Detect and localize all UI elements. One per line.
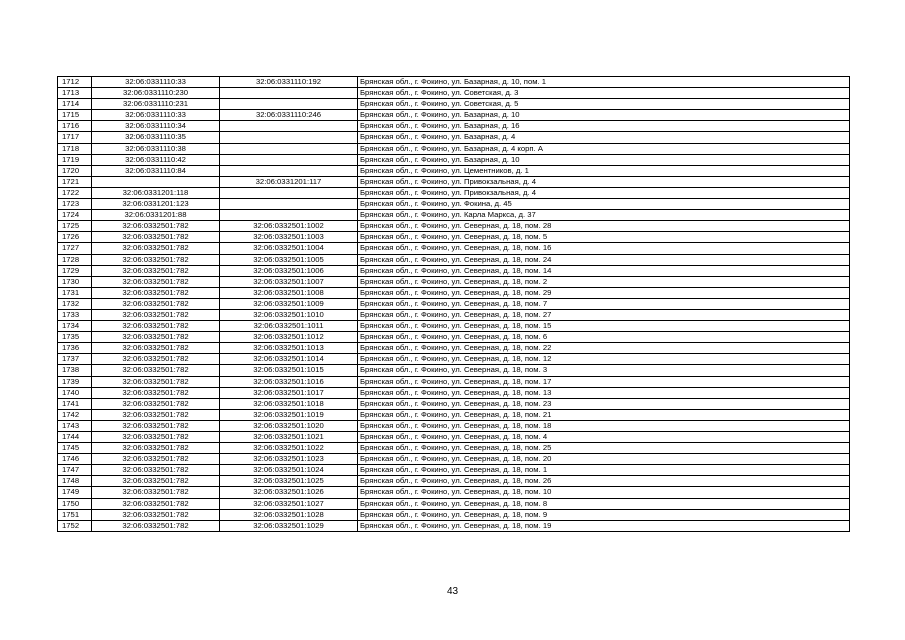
parcel-number-cell: 32:06:0332501:782	[92, 387, 220, 398]
table-row	[58, 187, 850, 198]
address-cell: Брянская обл., г. Фокино, ул. Северная, д. 18, пом. 5	[358, 232, 850, 243]
table-row	[58, 132, 850, 143]
address-cell: Брянская обл., г. Фокино, ул. Базарная, д. 16	[358, 121, 850, 132]
address-cell: Брянская обл., г. Фокино, ул. Северная, д. 18, пом. 14	[358, 265, 850, 276]
table-row	[58, 243, 850, 254]
object-number-cell: 32:06:0332501:1020	[220, 420, 358, 431]
table-row	[58, 265, 850, 276]
row-number-cell: 1738	[58, 365, 92, 376]
row-number-cell: 1743	[58, 420, 92, 431]
row-number-cell: 1751	[58, 509, 92, 520]
address-cell: Брянская обл., г. Фокино, ул. Северная, д. 18, пом. 20	[358, 454, 850, 465]
table-row	[58, 176, 850, 187]
table-row	[58, 276, 850, 287]
address-cell: Брянская обл., г. Фокино, ул. Базарная, д. 10	[358, 110, 850, 121]
row-number-cell: 1734	[58, 321, 92, 332]
table-row	[58, 509, 850, 520]
row-number-cell: 1737	[58, 354, 92, 365]
parcel-number-cell: 32:06:0332501:782	[92, 520, 220, 531]
object-number-cell: 32:06:0332501:1019	[220, 409, 358, 420]
row-number-cell: 1728	[58, 254, 92, 265]
parcel-number-cell: 32:06:0332501:782	[92, 298, 220, 309]
row-number-cell: 1716	[58, 121, 92, 132]
object-number-cell: 32:06:0332501:1013	[220, 343, 358, 354]
parcel-number-cell: 32:06:0331110:231	[92, 99, 220, 110]
parcel-number-cell: 32:06:0332501:782	[92, 454, 220, 465]
address-cell: Брянская обл., г. Фокино, ул. Северная, д. 18, пом. 22	[358, 343, 850, 354]
row-number-cell: 1722	[58, 187, 92, 198]
table-row	[58, 420, 850, 431]
parcel-number-cell: 32:06:0331110:42	[92, 154, 220, 165]
address-cell: Брянская обл., г. Фокино, ул. Северная, д. 18, пом. 17	[358, 376, 850, 387]
object-number-cell	[220, 154, 358, 165]
address-cell: Брянская обл., г. Фокино, ул. Привокзальная, д. 4	[358, 176, 850, 187]
address-cell: Брянская обл., г. Фокино, ул. Базарная, д. 4 корп. А	[358, 143, 850, 154]
table-row	[58, 365, 850, 376]
row-number-cell: 1736	[58, 343, 92, 354]
address-cell: Брянская обл., г. Фокино, ул. Северная, д. 18, пом. 19	[358, 520, 850, 531]
row-number-cell: 1750	[58, 498, 92, 509]
object-number-cell: 32:06:0332501:1026	[220, 487, 358, 498]
row-number-cell: 1731	[58, 287, 92, 298]
parcel-number-cell: 32:06:0332501:782	[92, 243, 220, 254]
address-cell: Брянская обл., г. Фокино, ул. Северная, д. 18, пом. 12	[358, 354, 850, 365]
object-number-cell	[220, 165, 358, 176]
parcel-number-cell: 32:06:0332501:782	[92, 509, 220, 520]
object-number-cell: 32:06:0331201:117	[220, 176, 358, 187]
object-number-cell: 32:06:0332501:1025	[220, 476, 358, 487]
table-row	[58, 298, 850, 309]
table-row	[58, 443, 850, 454]
row-number-cell: 1746	[58, 454, 92, 465]
address-cell: Брянская обл., г. Фокино, ул. Привокзальная, д. 4	[358, 187, 850, 198]
address-cell: Брянская обл., г. Фокино, ул. Северная, д. 18, пом. 24	[358, 254, 850, 265]
object-number-cell	[220, 187, 358, 198]
parcel-number-cell: 32:06:0332501:782	[92, 332, 220, 343]
row-number-cell: 1723	[58, 199, 92, 210]
table-row	[58, 354, 850, 365]
address-cell: Брянская обл., г. Фокино, ул. Северная, д. 18, пом. 7	[358, 298, 850, 309]
table-row	[58, 398, 850, 409]
table-row	[58, 221, 850, 232]
address-cell: Брянская обл., г. Фокино, ул. Северная, д. 18, пом. 1	[358, 465, 850, 476]
address-cell: Брянская обл., г. Фокино, ул. Цементников, д. 1	[358, 165, 850, 176]
parcel-number-cell	[92, 176, 220, 187]
object-number-cell: 32:06:0332501:1011	[220, 321, 358, 332]
table-row	[58, 99, 850, 110]
parcel-number-cell: 32:06:0332501:782	[92, 409, 220, 420]
object-number-cell: 32:06:0332501:1008	[220, 287, 358, 298]
parcel-number-cell: 32:06:0332501:782	[92, 398, 220, 409]
row-number-cell: 1725	[58, 221, 92, 232]
row-number-cell: 1726	[58, 232, 92, 243]
page-number: 43	[446, 586, 459, 597]
address-cell: Брянская обл., г. Фокино, ул. Северная, д. 18, пом. 26	[358, 476, 850, 487]
table-row	[58, 165, 850, 176]
address-cell: Брянская обл., г. Фокино, ул. Северная, д. 18, пом. 9	[358, 509, 850, 520]
parcel-number-cell: 32:06:0332501:782	[92, 420, 220, 431]
row-number-cell: 1747	[58, 465, 92, 476]
address-cell: Брянская обл., г. Фокино, ул. Базарная, д. 10, пом. 1	[358, 77, 850, 88]
row-number-cell: 1714	[58, 99, 92, 110]
parcel-number-cell: 32:06:0331110:38	[92, 143, 220, 154]
object-number-cell: 32:06:0332501:1016	[220, 376, 358, 387]
object-number-cell: 32:06:0332501:1022	[220, 443, 358, 454]
table-row	[58, 376, 850, 387]
table-row	[58, 254, 850, 265]
address-cell: Брянская обл., г. Фокино, ул. Советская, д. 5	[358, 99, 850, 110]
object-number-cell: 32:06:0332501:1004	[220, 243, 358, 254]
table-row	[58, 110, 850, 121]
address-cell: Брянская обл., г. Фокино, ул. Северная, д. 18, пом. 27	[358, 309, 850, 320]
row-number-cell: 1741	[58, 398, 92, 409]
parcel-number-cell: 32:06:0332501:782	[92, 321, 220, 332]
object-number-cell	[220, 132, 358, 143]
parcel-number-cell: 32:06:0331201:88	[92, 210, 220, 221]
parcel-number-cell: 32:06:0332501:782	[92, 254, 220, 265]
row-number-cell: 1735	[58, 332, 92, 343]
row-number-cell: 1744	[58, 432, 92, 443]
parcel-number-cell: 32:06:0332501:782	[92, 432, 220, 443]
object-number-cell: 32:06:0332501:1014	[220, 354, 358, 365]
row-number-cell: 1752	[58, 520, 92, 531]
object-number-cell: 32:06:0332501:1017	[220, 387, 358, 398]
table-row	[58, 454, 850, 465]
parcel-number-cell: 32:06:0332501:782	[92, 232, 220, 243]
parcel-number-cell: 32:06:0332501:782	[92, 287, 220, 298]
row-number-cell: 1740	[58, 387, 92, 398]
row-number-cell: 1724	[58, 210, 92, 221]
parcel-number-cell: 32:06:0331110:230	[92, 88, 220, 99]
row-number-cell: 1733	[58, 309, 92, 320]
row-number-cell: 1748	[58, 476, 92, 487]
table-row	[58, 210, 850, 221]
parcel-number-cell: 32:06:0332501:782	[92, 221, 220, 232]
parcel-number-cell: 32:06:0331110:35	[92, 132, 220, 143]
table-row	[58, 154, 850, 165]
row-number-cell: 1729	[58, 265, 92, 276]
object-number-cell	[220, 199, 358, 210]
address-cell: Брянская обл., г. Фокино, ул. Северная, д. 18, пом. 28	[358, 221, 850, 232]
row-number-cell: 1712	[58, 77, 92, 88]
parcel-number-cell: 32:06:0331201:118	[92, 187, 220, 198]
address-cell: Брянская обл., г. Фокино, ул. Советская, д. 3	[358, 88, 850, 99]
address-cell: Брянская обл., г. Фокино, ул. Северная, д. 18, пом. 6	[358, 332, 850, 343]
object-number-cell: 32:06:0332501:1015	[220, 365, 358, 376]
row-number-cell: 1721	[58, 176, 92, 187]
table-row	[58, 498, 850, 509]
object-number-cell: 32:06:0331110:246	[220, 110, 358, 121]
table-row	[58, 487, 850, 498]
address-cell: Брянская обл., г. Фокино, ул. Северная, д. 18, пом. 21	[358, 409, 850, 420]
row-number-cell: 1717	[58, 132, 92, 143]
row-number-cell: 1713	[58, 88, 92, 99]
row-number-cell: 1719	[58, 154, 92, 165]
table-row	[58, 321, 850, 332]
address-cell: Брянская обл., г. Фокино, ул. Северная, д. 18, пом. 23	[358, 398, 850, 409]
object-number-cell: 32:06:0332501:1027	[220, 498, 358, 509]
row-number-cell: 1742	[58, 409, 92, 420]
object-number-cell: 32:06:0332501:1018	[220, 398, 358, 409]
table-row	[58, 77, 850, 88]
object-number-cell: 32:06:0332501:1010	[220, 309, 358, 320]
table-row	[58, 121, 850, 132]
object-number-cell: 32:06:0332501:1009	[220, 298, 358, 309]
parcel-number-cell: 32:06:0332501:782	[92, 365, 220, 376]
object-number-cell: 32:06:0332501:1021	[220, 432, 358, 443]
parcel-number-cell: 32:06:0332501:782	[92, 276, 220, 287]
property-table	[57, 76, 850, 532]
address-cell: Брянская обл., г. Фокино, ул. Базарная, д. 4	[358, 132, 850, 143]
parcel-number-cell: 32:06:0332501:782	[92, 476, 220, 487]
table-row	[58, 332, 850, 343]
parcel-number-cell: 32:06:0331110:33	[92, 110, 220, 121]
address-cell: Брянская обл., г. Фокино, ул. Северная, д. 18, пом. 18	[358, 420, 850, 431]
table-row	[58, 343, 850, 354]
object-number-cell	[220, 121, 358, 132]
address-cell: Брянская обл., г. Фокино, ул. Карла Маркса, д. 37	[358, 210, 850, 221]
table-row	[58, 465, 850, 476]
parcel-number-cell: 32:06:0332501:782	[92, 309, 220, 320]
object-number-cell: 32:06:0332501:1029	[220, 520, 358, 531]
object-number-cell: 32:06:0332501:1005	[220, 254, 358, 265]
address-cell: Брянская обл., г. Фокино, ул. Северная, д. 18, пом. 2	[358, 276, 850, 287]
table-row	[58, 287, 850, 298]
table-row	[58, 409, 850, 420]
parcel-number-cell: 32:06:0332501:782	[92, 265, 220, 276]
object-number-cell: 32:06:0332501:1002	[220, 221, 358, 232]
parcel-number-cell: 32:06:0331201:123	[92, 199, 220, 210]
object-number-cell: 32:06:0332501:1024	[220, 465, 358, 476]
parcel-number-cell: 32:06:0332501:782	[92, 354, 220, 365]
row-number-cell: 1739	[58, 376, 92, 387]
row-number-cell: 1730	[58, 276, 92, 287]
address-cell: Брянская обл., г. Фокино, ул. Северная, д. 18, пом. 4	[358, 432, 850, 443]
object-number-cell	[220, 210, 358, 221]
object-number-cell: 32:06:0332501:1006	[220, 265, 358, 276]
row-number-cell: 1727	[58, 243, 92, 254]
table-row	[58, 432, 850, 443]
parcel-number-cell: 32:06:0331110:34	[92, 121, 220, 132]
row-number-cell: 1732	[58, 298, 92, 309]
address-cell: Брянская обл., г. Фокино, ул. Северная, д. 18, пом. 13	[358, 387, 850, 398]
object-number-cell: 32:06:0332501:1028	[220, 509, 358, 520]
object-number-cell: 32:06:0332501:1012	[220, 332, 358, 343]
object-number-cell: 32:06:0332501:1023	[220, 454, 358, 465]
parcel-number-cell: 32:06:0332501:782	[92, 487, 220, 498]
row-number-cell: 1715	[58, 110, 92, 121]
row-number-cell: 1720	[58, 165, 92, 176]
table-row	[58, 143, 850, 154]
address-cell: Брянская обл., г. Фокино, ул. Северная, д. 18, пом. 3	[358, 365, 850, 376]
table-row	[58, 309, 850, 320]
parcel-number-cell: 32:06:0331110:33	[92, 77, 220, 88]
object-number-cell: 32:06:0331110:192	[220, 77, 358, 88]
parcel-number-cell: 32:06:0332501:782	[92, 443, 220, 454]
object-number-cell: 32:06:0332501:1007	[220, 276, 358, 287]
object-number-cell	[220, 88, 358, 99]
object-number-cell	[220, 143, 358, 154]
parcel-number-cell: 32:06:0332501:782	[92, 343, 220, 354]
table-row	[58, 387, 850, 398]
row-number-cell: 1749	[58, 487, 92, 498]
address-cell: Брянская обл., г. Фокино, ул. Северная, д. 18, пом. 29	[358, 287, 850, 298]
parcel-number-cell: 32:06:0332501:782	[92, 465, 220, 476]
address-cell: Брянская обл., г. Фокино, ул. Северная, д. 18, пом. 25	[358, 443, 850, 454]
address-cell: Брянская обл., г. Фокино, ул. Фокина, д. 45	[358, 199, 850, 210]
object-number-cell: 32:06:0332501:1003	[220, 232, 358, 243]
property-table-body	[58, 77, 850, 532]
address-cell: Брянская обл., г. Фокино, ул. Северная, д. 18, пом. 8	[358, 498, 850, 509]
object-number-cell	[220, 99, 358, 110]
parcel-number-cell: 32:06:0332501:782	[92, 498, 220, 509]
table-row	[58, 232, 850, 243]
address-cell: Брянская обл., г. Фокино, ул. Северная, д. 18, пом. 10	[358, 487, 850, 498]
table-row	[58, 476, 850, 487]
row-number-cell: 1718	[58, 143, 92, 154]
table-row	[58, 88, 850, 99]
address-cell: Брянская обл., г. Фокино, ул. Базарная, д. 10	[358, 154, 850, 165]
row-number-cell: 1745	[58, 443, 92, 454]
parcel-number-cell: 32:06:0332501:782	[92, 376, 220, 387]
table-row	[58, 520, 850, 531]
table-row	[58, 199, 850, 210]
parcel-number-cell: 32:06:0331110:84	[92, 165, 220, 176]
address-cell: Брянская обл., г. Фокино, ул. Северная, д. 18, пом. 15	[358, 321, 850, 332]
address-cell: Брянская обл., г. Фокино, ул. Северная, д. 18, пом. 16	[358, 243, 850, 254]
